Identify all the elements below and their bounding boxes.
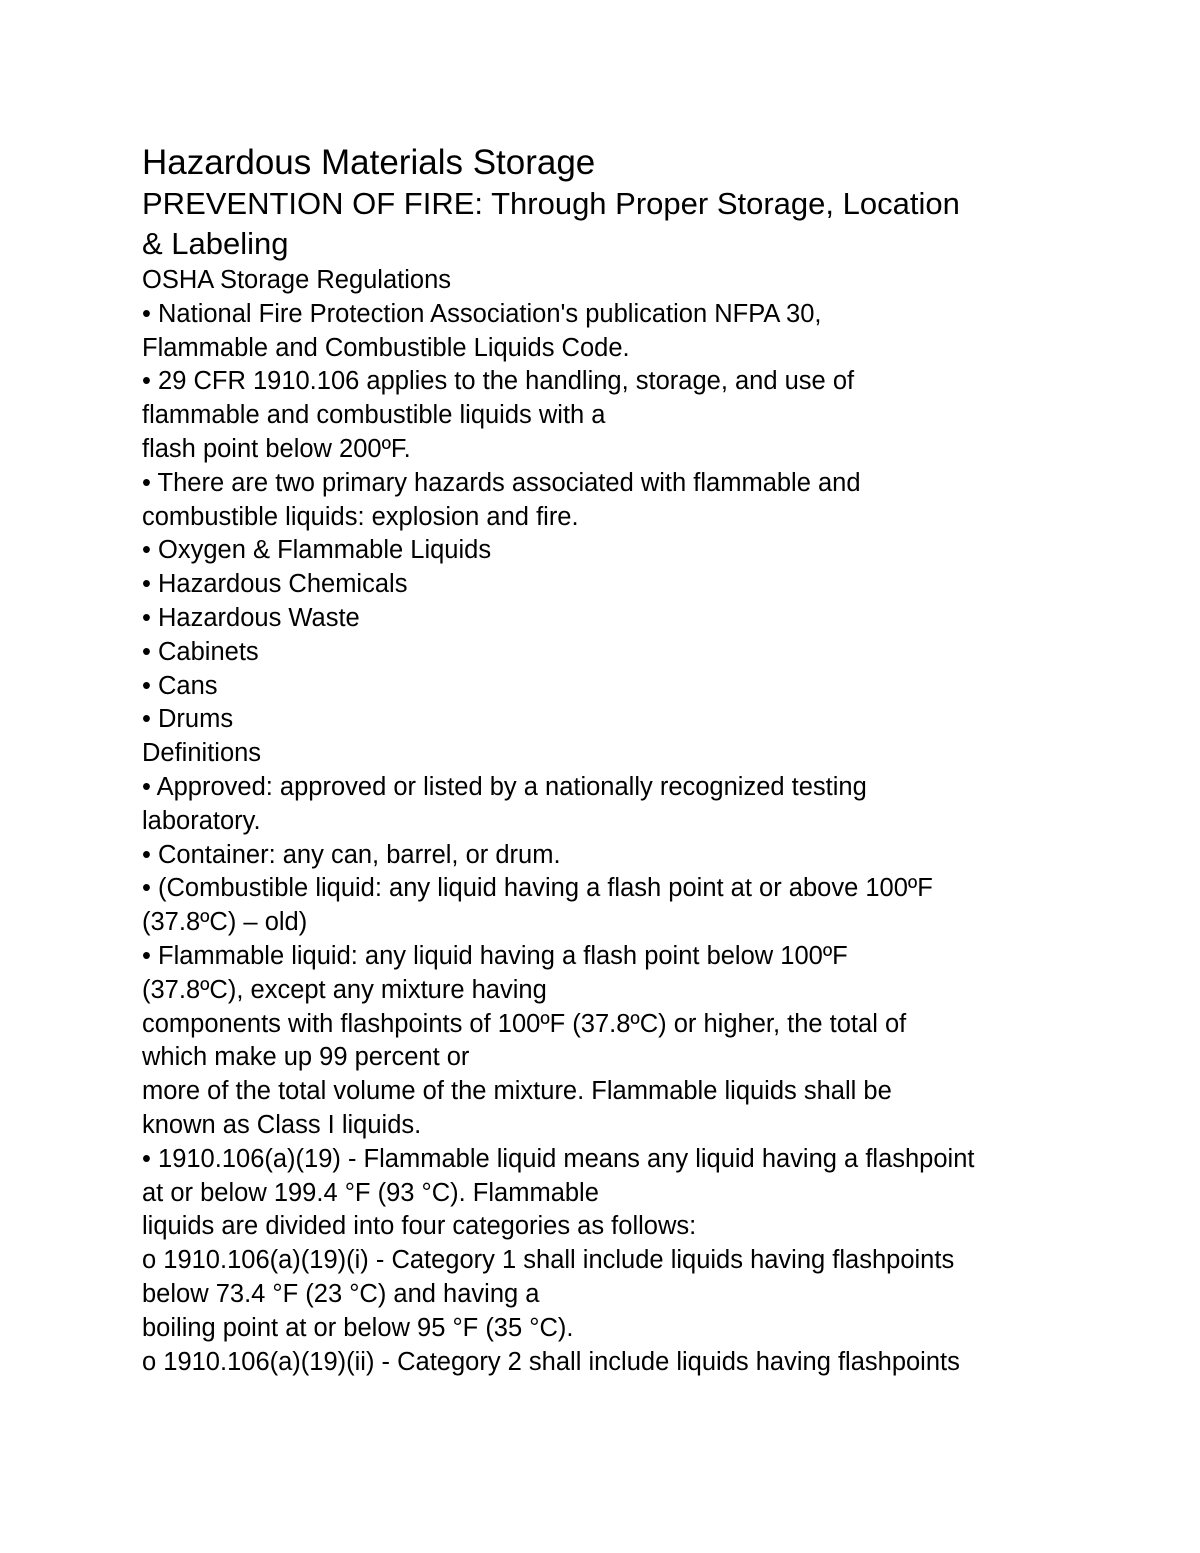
text-line: at or below 199.4 °F (93 °C). Flammable <box>142 1178 599 1207</box>
text-line: • Hazardous Chemicals <box>142 570 408 599</box>
text-line: • Container: any can, barrel, or drum. <box>142 840 561 869</box>
text-line: Flammable and Combustible Liquids Code. <box>142 333 630 362</box>
text-line: flash point below 200ºF. <box>142 434 411 463</box>
document-body <box>142 264 1082 1379</box>
text-line: • Flammable liquid: any liquid having a flash point below 100ºF <box>142 941 848 970</box>
text-line: • 1910.106(a)(19) - Flammable liquid means any liquid having a flashpoint <box>142 1144 975 1173</box>
text-line: • There are two primary hazards associated with flammable and <box>142 468 861 497</box>
text-line: • Approved: approved or listed by a nationally recognized testing <box>142 772 867 801</box>
text-line: liquids are divided into four categories as follows: <box>142 1212 697 1241</box>
text-line: • (Combustible liquid: any liquid having a flash point at or above 100ºF <box>142 874 933 903</box>
section-heading-definitions: Definitions <box>142 739 262 768</box>
text-line: more of the total volume of the mixture. Flammable liquids shall be <box>142 1077 892 1106</box>
text-line: boiling point at or below 95 °F (35 °C). <box>142 1313 574 1342</box>
text-line: • Oxygen & Flammable Liquids <box>142 536 492 565</box>
text-line: • 29 CFR 1910.106 applies to the handling, storage, and use of <box>142 367 855 396</box>
text-line: • Cans <box>142 671 218 700</box>
text-line: • Drums <box>142 705 234 734</box>
text-line: laboratory. <box>142 806 261 835</box>
text-line: o 1910.106(a)(19)(ii) - Category 2 shall include liquids having flashpoints <box>142 1347 960 1376</box>
text-line: • Cabinets <box>142 637 259 666</box>
text-line: o 1910.106(a)(19)(i) - Category 1 shall include liquids having flashpoints <box>142 1246 955 1275</box>
text-line: which make up 99 percent or <box>142 1043 470 1072</box>
text-line: (37.8ºC), except any mixture having <box>142 975 547 1004</box>
section-heading-osha: OSHA Storage Regulations <box>142 266 452 294</box>
document-page <box>142 142 1082 1379</box>
text-line: known as Class I liquids. <box>142 1110 422 1139</box>
text-line: flammable and combustible liquids with a <box>142 401 606 430</box>
text-line: combustible liquids: explosion and fire. <box>142 502 579 531</box>
document-subtitle-line-1: PREVENTION OF FIRE: Through Proper Storage, Location <box>142 186 960 221</box>
text-line: • National Fire Protection Association's publication NFPA 30, <box>142 299 822 328</box>
document-title: Hazardous Materials Storage <box>142 143 596 182</box>
text-line: • Hazardous Waste <box>142 603 360 632</box>
text-line: below 73.4 °F (23 °C) and having a <box>142 1279 540 1308</box>
text-line: (37.8ºC) – old) <box>142 908 308 937</box>
text-line: components with flashpoints of 100ºF (37.8ºC) or higher, the total of <box>142 1009 907 1038</box>
document-subtitle-line-2: & Labeling <box>142 226 289 261</box>
